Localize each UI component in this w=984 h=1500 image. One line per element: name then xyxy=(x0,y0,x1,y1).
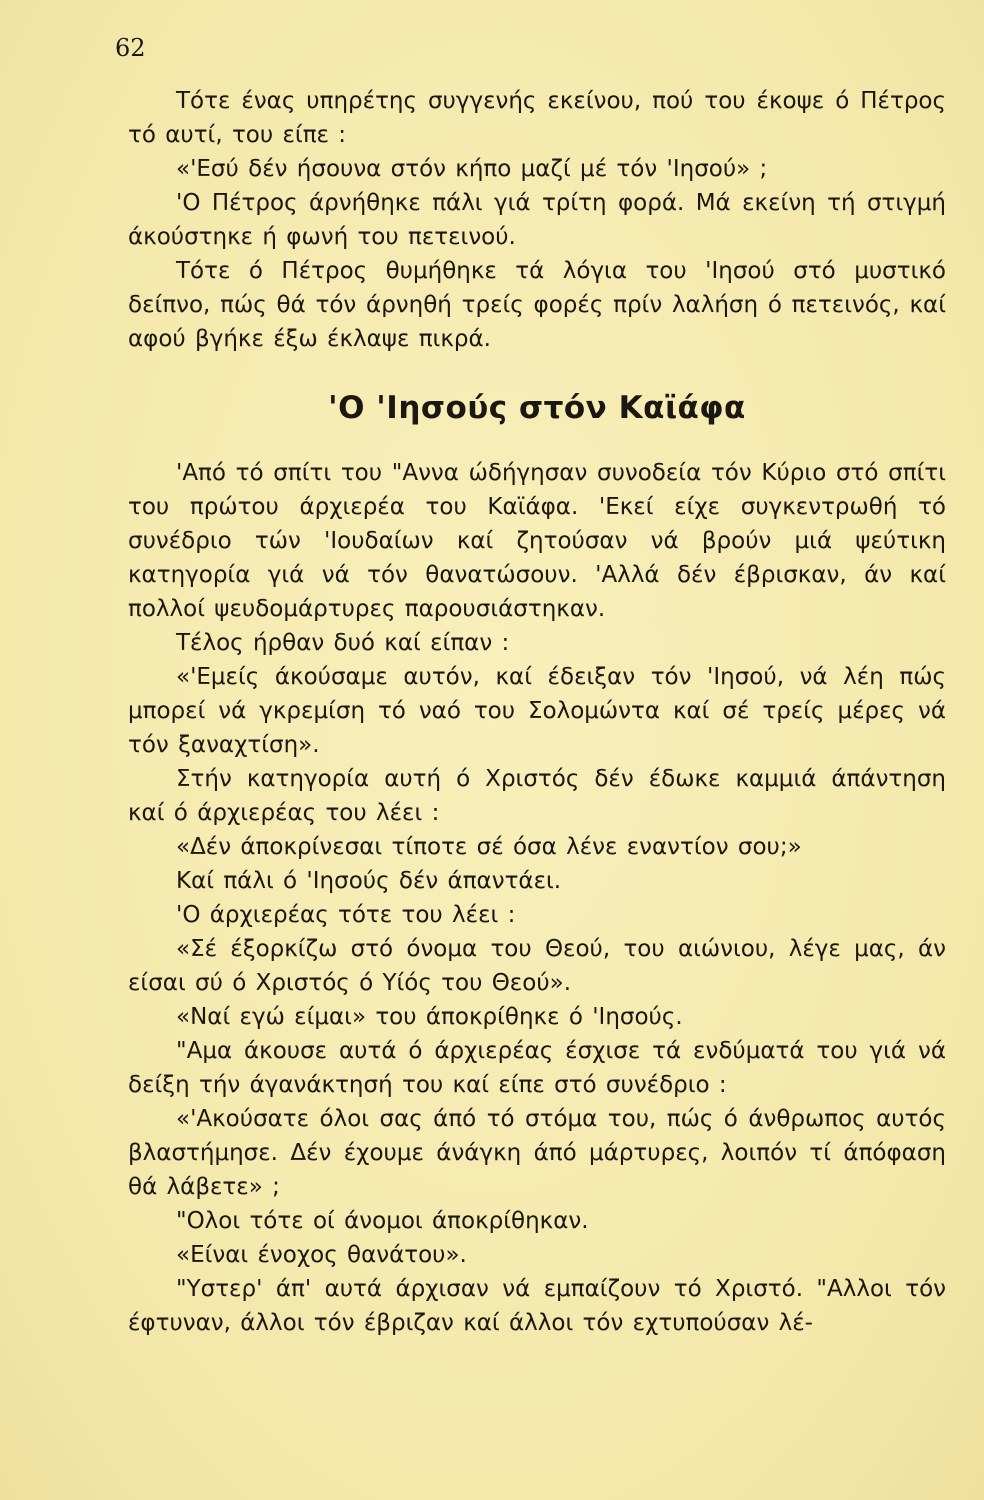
paragraph: "Υστερ' άπ' αυτά άρχισαν νά εμπαίζουν τό Χριστό. "Αλλοι τόν έφτυναν, άλλοι τόν έβριζαν καί άλλοι τόν εχτυπούσαν λέ- xyxy=(128,1276,946,1336)
paragraph: «Δέν άποκρίνεσαι τίποτε σέ όσα λένε εναντίον σου;» xyxy=(176,834,802,860)
page-number: 62 xyxy=(115,34,146,62)
paragraph: «'Εσύ δέν ήσουνα στόν κήπο μαζί μέ τόν 'Ιησού» ; xyxy=(176,156,768,182)
section-heading: 'Ο 'Ιησούς στόν Καϊάφα xyxy=(328,390,746,426)
paragraph: "Ολοι τότε οί άνομοι άποκρίθηκαν. xyxy=(176,1208,589,1234)
paragraph: «Ναί εγώ είμαι» του άποκρίθηκε ό 'Ιησούς. xyxy=(176,1004,683,1030)
paragraph: Τότε ό Πέτρος θυμήθηκε τά λόγια του 'Ιησού στό μυστικό δείπνο, πώς θά τόν άρνηθή τρείς φορές πρίν λαλήση ό πετεινός, καί αφού βγήκε έξω έκλαψε πικρά. xyxy=(128,258,946,352)
paragraph: Τέλος ήρθαν δυό καί είπαν : xyxy=(176,630,510,656)
paragraph: 'Ο Πέτρος άρνήθηκε πάλι γιά τρίτη φορά. Μά εκείνη τή στιγμή άκούστηκε ή φωνή του πετεινού. xyxy=(128,190,946,250)
paragraph: "Αμα άκουσε αυτά ό άρχιερέας έσχισε τά ενδύματά του γιά νά δείξη τήν άγανάκτησή του καί είπε στό συνέδριο : xyxy=(128,1038,946,1098)
paragraph: Στήν κατηγορία αυτή ό Χριστός δέν έδωκε καμμιά άπάντηση καί ό άρχιερέας του λέει : xyxy=(128,766,946,826)
paragraph: «Είναι ένοχος θανάτου». xyxy=(176,1242,467,1268)
paragraph: «Σέ έξορκίζω στό όνομα του Θεού, του αιώνιου, λέγε μας, άν είσαι σύ ό Χριστός ό Υίός του Θεού». xyxy=(128,936,946,996)
paragraph: 'Ο άρχιερέας τότε του λέει : xyxy=(176,902,516,928)
paragraph: 'Από τό σπίτι του "Αννα ώδήγησαν συνοδεία τόν Κύριο στό σπίτι του πρώτου άρχιερέα του Καϊάφα. 'Εκεί είχε συγκεντρωθή τό συνέδριο τών 'Ιουδαίων καί ζητούσαν νά βρούν μιά ψεύτικη κατηγορία γιά νά τόν θανατώσουν. 'Αλλά δέν έβρισκαν, άν καί πολλοί ψευδομάρτυρες παρουσιάστηκαν. xyxy=(128,460,946,622)
paragraph: «'Ακούσατε όλοι σας άπό τό στόμα του, πώς ό άνθρωπος αυτός βλαστήμησε. Δέν έχουμε άνάγκη άπό μάρτυρες, λοιπόν τί άπόφαση θά λάβετε» ; xyxy=(128,1106,946,1200)
paragraph: Καί πάλι ό 'Ιησούς δέν άπαντάει. xyxy=(176,868,562,894)
paragraph: Τότε ένας υπηρέτης συγγενής εκείνου, πού του έκοψε ό Πέτρος τό αυτί, του είπε : xyxy=(128,88,946,148)
paragraph: «'Εμείς άκούσαμε αυτόν, καί έδειξαν τόν 'Ιησού, νά λέη πώς μπορεί νά γκρεμίση τό ναό του Σολομώντα καί σέ τρείς μέρες νά τόν ξαναχτίση». xyxy=(128,664,946,758)
